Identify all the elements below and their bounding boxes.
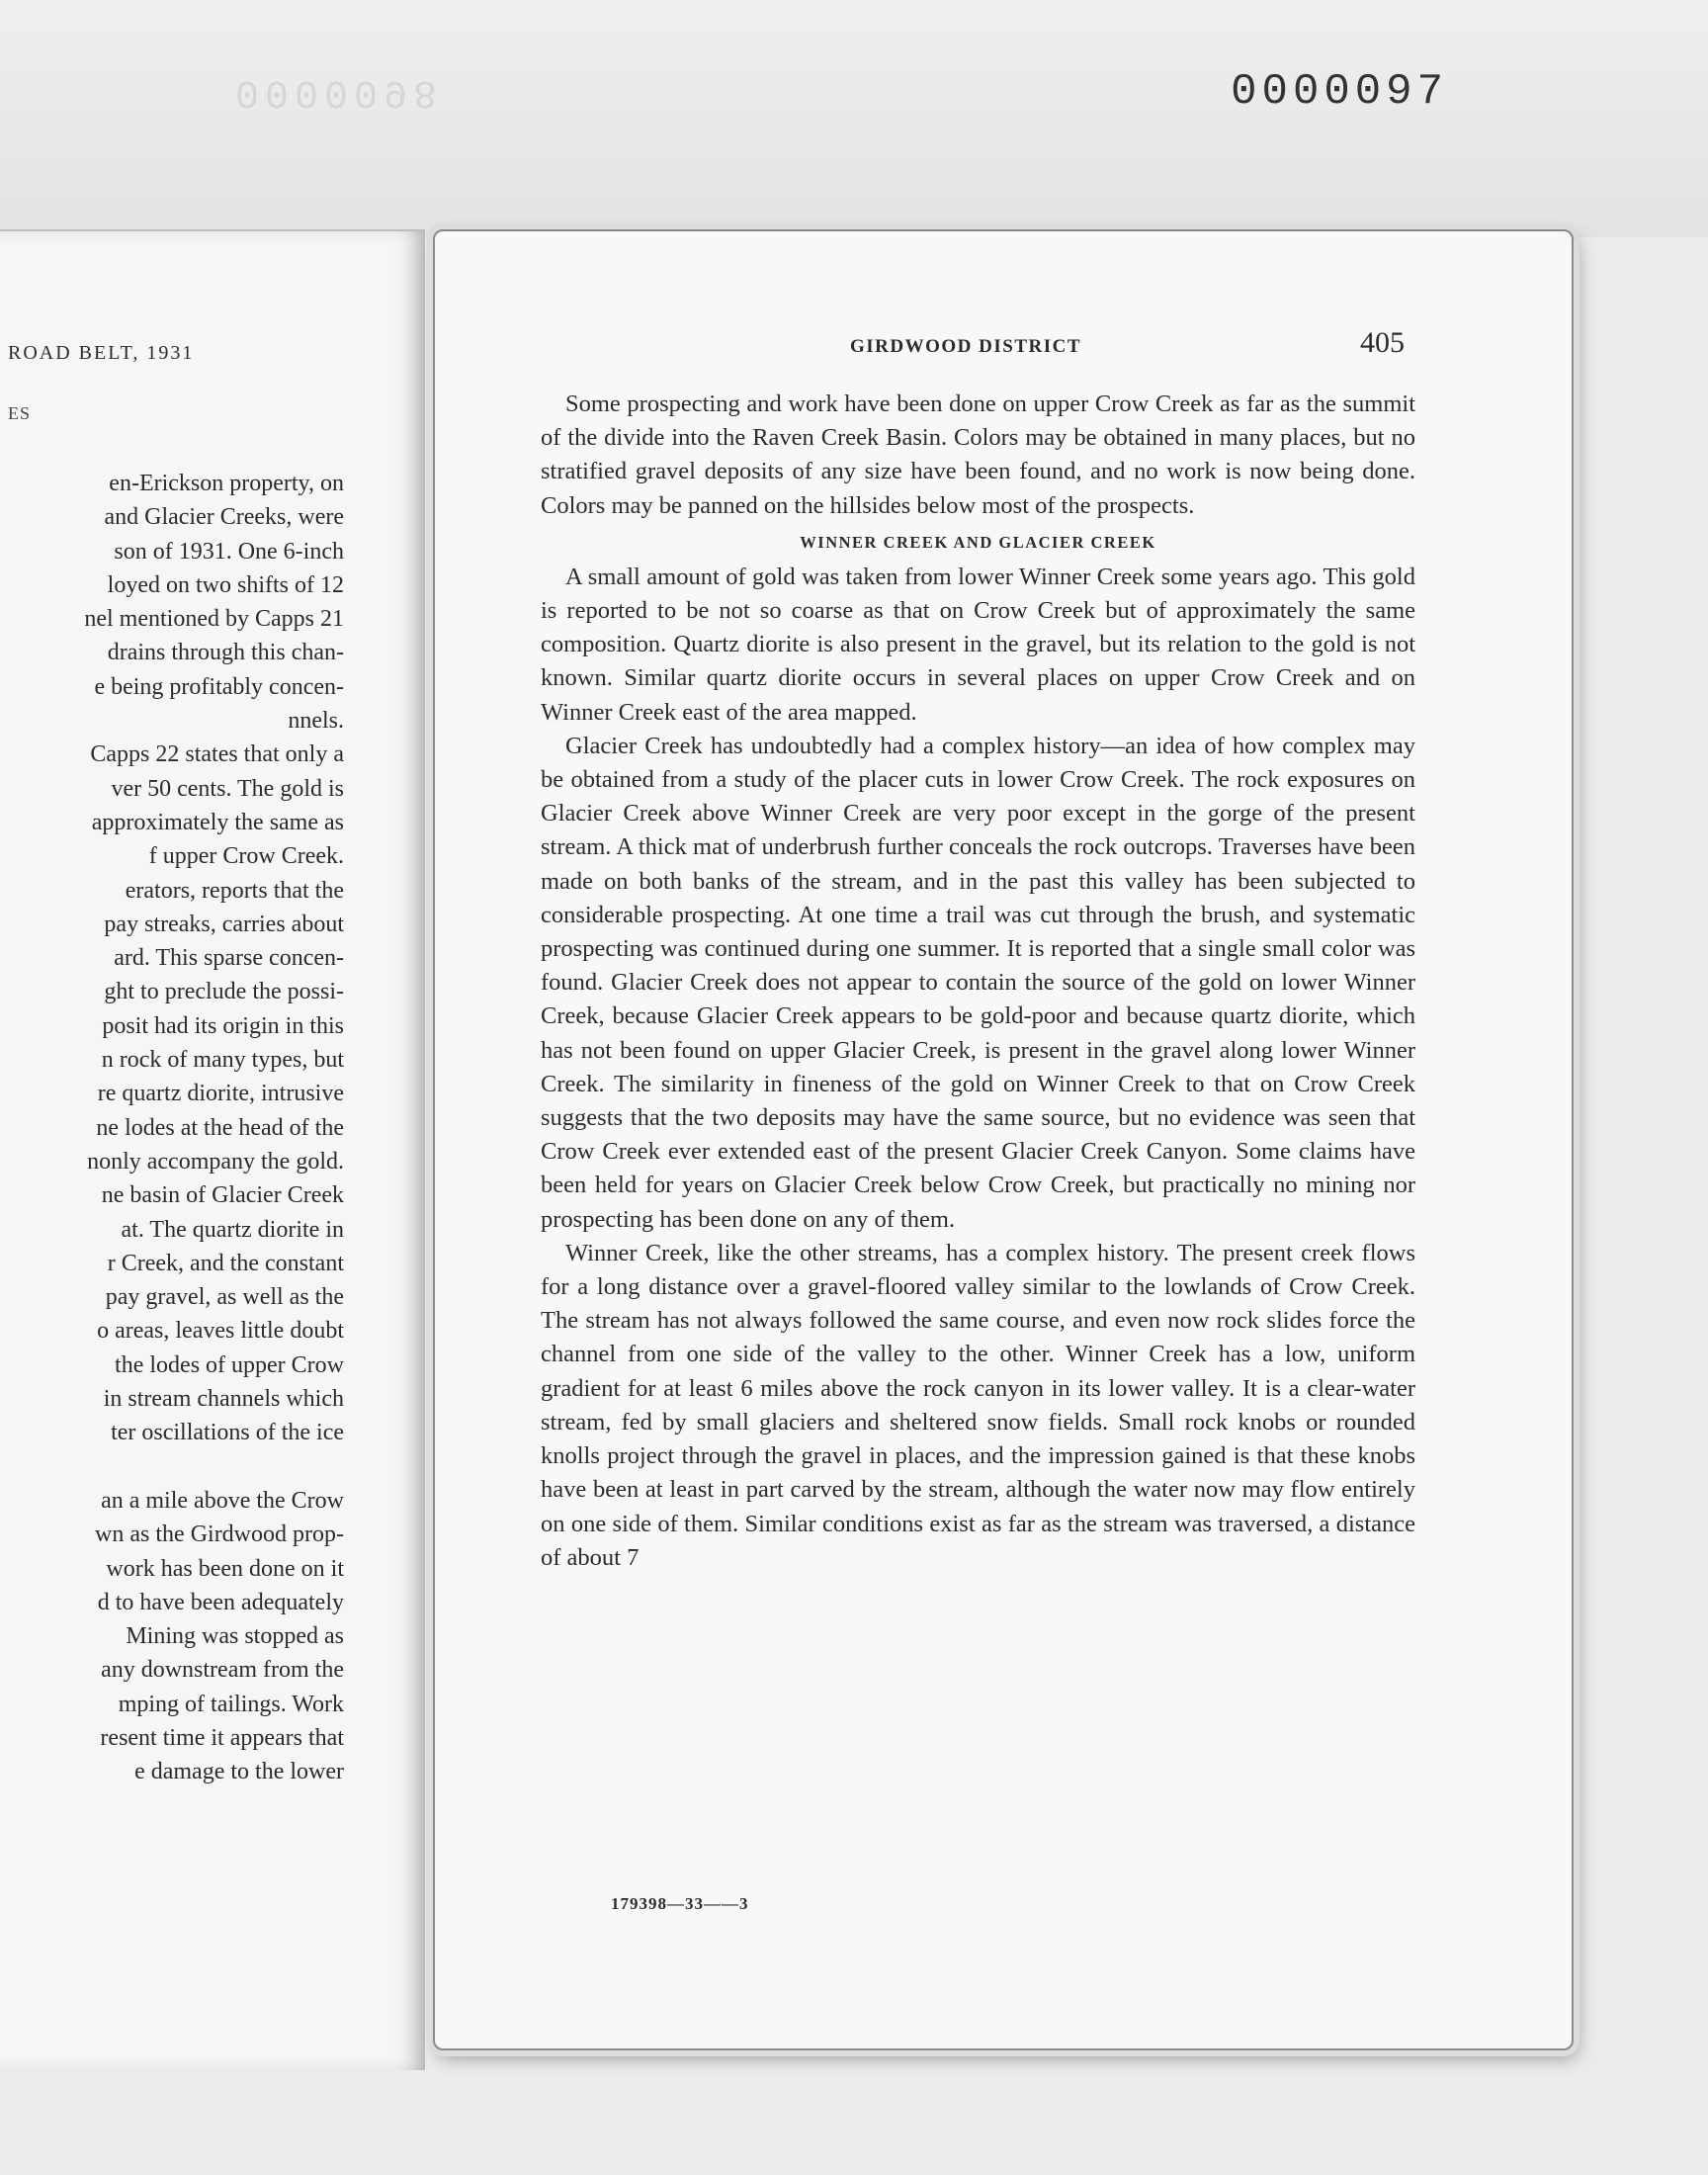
left-page-line: son of 1931. One 6-inch: [114, 538, 344, 565]
document-stamp-number: 0000097: [1231, 67, 1448, 117]
paragraph-3: Glacier Creek has undoubtedly had a complex history—an idea of how complex may be obtained from a study of the placer cuts in lower Crow Creek. The rock exposures on Glacier Creek above Winner Creek are very poor except in the gorge of the present stream. A thick mat of underbrush further conceals the rock outcrops. Traverses have been made on both banks of the stream, and in the past this valley has been subjected to considerable prospecting. At one time a trail was cut through the brush, and systematic prospecting was continued during one summer. It is reported that a single small color was found. Glacier Creek does not appear to contain the source of the gold on lower Winner Creek, because Glacier Creek appears to be gold-poor and because quartz diorite, which has not been found on upper Glacier Creek, is present in the gravel along lower Winner Creek. The similarity in fineness of the gold on Winner Creek to that on Crow Creek suggests that the two deposits may have the same source, but no evidence was seen that Crow Creek ever extended east of the present Glacier Creek Canyon. Some claims have been held for years on Glacier Creek below Crow Creek, but practically no mining nor prospecting has been done on any of them.: [541, 732, 1415, 1233]
left-page-line: erators, reports that the: [125, 877, 344, 904]
paragraph-4: Winner Creek, like the other streams, has a complex history. The present creek flows for a long distance over a gravel-floored valley similar to the lowlands of Crow Creek. The stream has not always followed the same course, and even now rock slides force the channel from one side of the valley to the other. Winner Creek has a low, uniform gradient for at least 6 miles above the rock canyon in its lower valley. It is a clear-water stream, fed by small glaciers and sheltered snow fields. Small rock knobs or rounded knolls project through the gravel in places, and the impression gained is that these knobs have been at least in part carved by the stream, although the water now may flow entirely on one side of them. Similar conditions exist as far as the stream was traversed, a distance of about 7: [541, 1239, 1415, 1571]
left-page-line: work has been done on it: [106, 1555, 344, 1582]
left-page-line: ne basin of Glacier Creek: [101, 1182, 344, 1209]
left-page-line: posit had its origin in this: [102, 1012, 344, 1039]
left-page-line: [0, 1450, 344, 1484]
right-page: [433, 229, 1574, 2050]
body-text: [541, 388, 1415, 1575]
left-page-line: the lodes of upper Crow: [115, 1351, 344, 1378]
section-heading: WINNER CREEK AND GLACIER CREEK: [800, 532, 1156, 552]
left-page-line: nnels.: [288, 708, 344, 735]
left-page-line: and Glacier Creeks, were: [104, 504, 344, 531]
left-facing-page: [0, 229, 425, 2070]
left-page-line: n rock of many types, but: [101, 1047, 344, 1074]
left-page-line: loyed on two shifts of 12: [107, 571, 344, 598]
footer-print-code: 179398—33——3: [611, 1894, 749, 1913]
left-page-line: ter oscillations of the ice: [111, 1420, 344, 1446]
left-page-line: e being profitably concen-: [94, 673, 344, 700]
left-page-line: Mining was stopped as: [126, 1623, 344, 1650]
left-running-head: ROAD BELT, 1931: [8, 342, 195, 364]
left-page-line: ne lodes at the head of the: [96, 1114, 344, 1141]
left-page-line: Capps 22 states that only a: [90, 741, 344, 768]
left-page-line: ard. This sparse concen-: [114, 945, 344, 972]
running-head: GIRDWOOD DISTRICT: [850, 336, 1082, 357]
left-subhead: ES: [8, 403, 32, 423]
left-page-line: pay gravel, as well as the: [105, 1284, 344, 1311]
left-page-line: d to have been adequately: [97, 1589, 344, 1615]
left-page-line: e damage to the lower: [134, 1759, 344, 1785]
left-page-line: f upper Crow Creek.: [148, 843, 344, 870]
left-page-line: re quartz diorite, intrusive: [97, 1081, 344, 1107]
paragraph-2: A small amount of gold was taken from lower Winner Creek some years ago. This gold is reported to be not so coarse as that on Crow Creek but of approximately the same composition. Quartz diorite is also present in the gravel, but its relation to the gold is not known. Similar quartz diorite occurs in several places on upper Crow Creek and on Winner Creek east of the area mapped.: [541, 563, 1415, 726]
left-page-line: in stream channels which: [103, 1386, 344, 1413]
left-page-line: ght to preclude the possi-: [104, 979, 344, 1005]
left-page-line: nonly accompany the gold.: [87, 1148, 344, 1174]
left-page-text: [0, 467, 344, 1789]
left-page-line: resent time it appears that: [100, 1724, 344, 1751]
left-page-line: o areas, leaves little doubt: [97, 1318, 344, 1345]
stamp-bleedthrough: 0000098: [235, 69, 444, 114]
left-page-line: nel mentioned by Capps 21: [84, 606, 344, 633]
paragraph-1: Some prospecting and work have been done on upper Crow Creek as far as the summit of the divide into the Raven Creek Basin. Colors may be obtained in many places, but no stratified gravel deposits of any size have been found, and no work is now being done. Colors may be panned on the hillsides below most of the prospects.: [541, 391, 1415, 519]
page-number: 405: [1360, 326, 1405, 359]
left-page-line: at. The quartz diorite in: [121, 1216, 344, 1243]
left-page-line: r Creek, and the constant: [107, 1250, 344, 1276]
scan-background: [0, 0, 1708, 237]
left-page-line: an a mile above the Crow: [101, 1487, 344, 1514]
left-page-line: drains through this chan-: [107, 640, 344, 666]
left-page-line: wn as the Girdwood prop-: [95, 1522, 344, 1548]
left-page-line: mping of tailings. Work: [118, 1691, 344, 1717]
left-page-line: en-Erickson property, on: [109, 471, 344, 496]
left-page-line: ver 50 cents. The gold is: [111, 775, 344, 802]
left-page-line: approximately the same as: [91, 809, 344, 835]
left-page-line: any downstream from the: [101, 1657, 344, 1684]
left-page-line: pay streaks, carries about: [104, 911, 344, 937]
